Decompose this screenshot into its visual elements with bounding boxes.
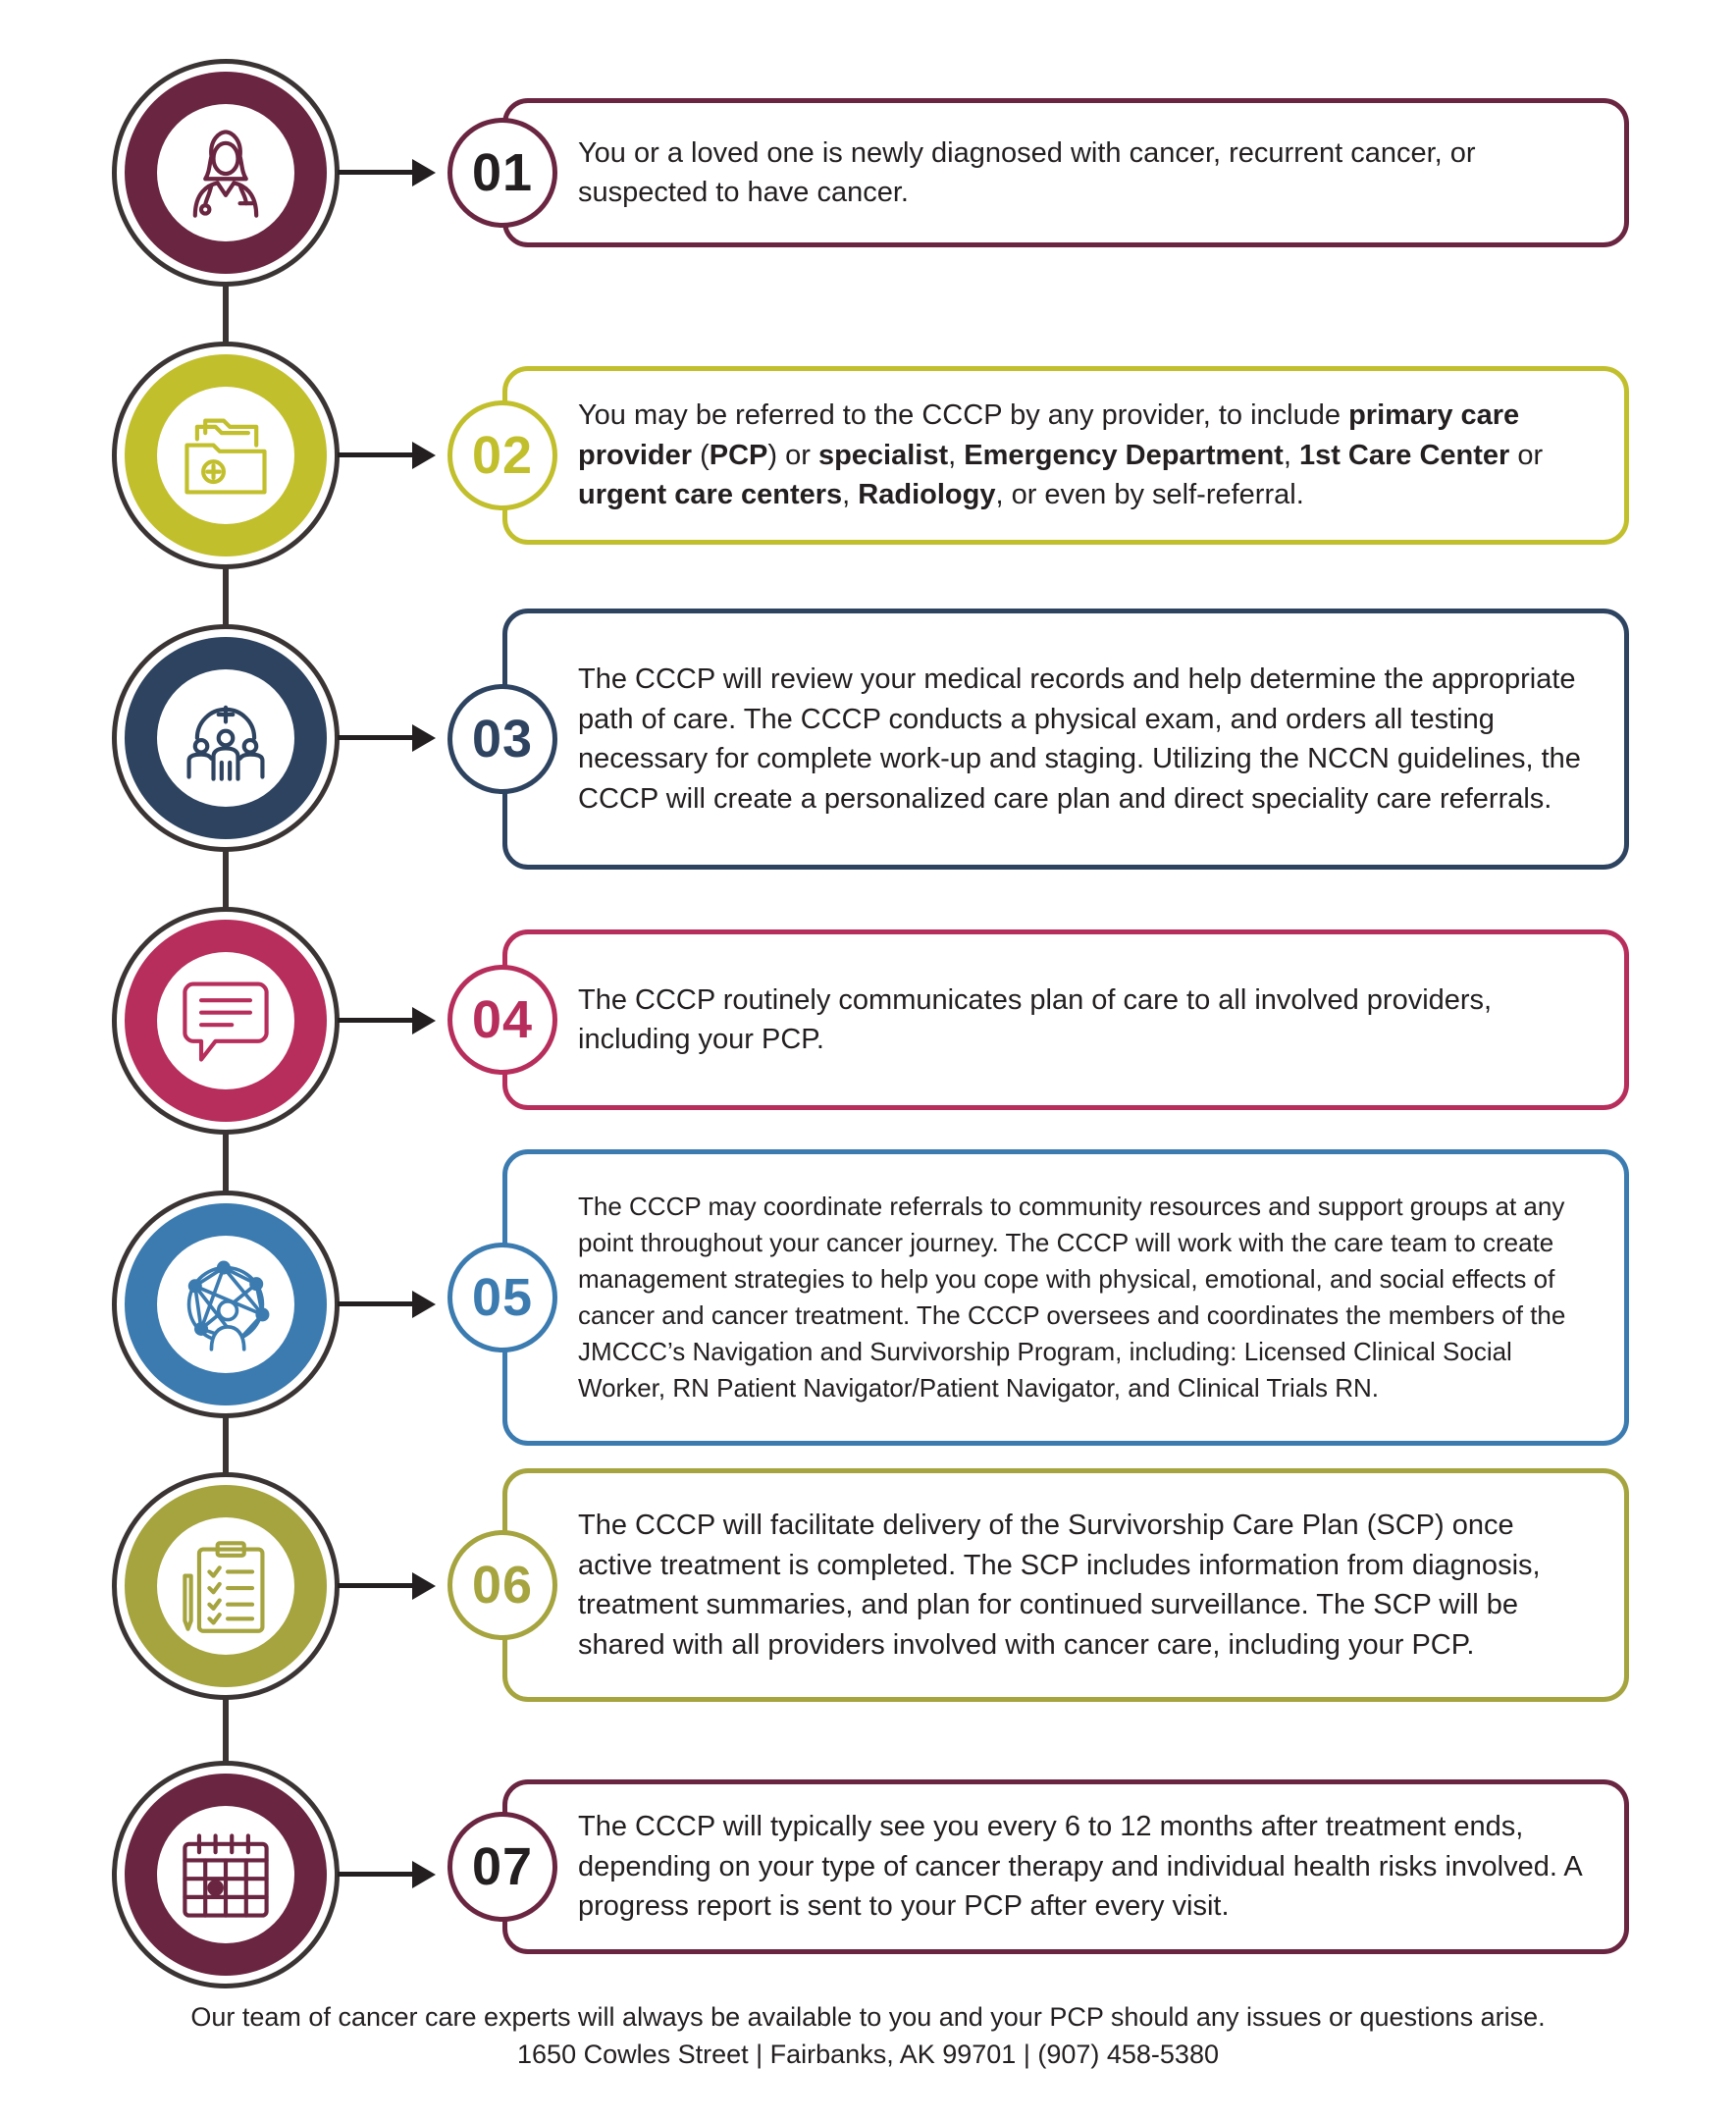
arrow-right-icon — [338, 718, 436, 758]
step-description — [578, 133, 1585, 213]
arrow-right-icon — [338, 1855, 436, 1894]
step-description — [578, 1506, 1585, 1665]
step-circle — [112, 342, 340, 569]
step-box — [502, 609, 1629, 870]
connector-line — [223, 1134, 229, 1192]
bold-text: urgent care centers — [578, 479, 843, 511]
step-circle — [112, 1191, 340, 1418]
step-number: 04 — [447, 965, 557, 1075]
text-segment: You or a loved one is newly diagnosed with cancer, recurrent cancer, or suspected to have cancer. — [578, 136, 1476, 208]
step-box — [502, 929, 1629, 1110]
step-description — [578, 1189, 1585, 1406]
bold-text: 1st Care Center — [1298, 439, 1510, 471]
arrow-right-icon — [338, 1566, 436, 1606]
connector-line — [223, 1698, 229, 1763]
step-box — [502, 1779, 1629, 1954]
chat-bubble-icon — [175, 970, 277, 1072]
connector-line — [223, 1415, 229, 1474]
network-icon — [175, 1253, 277, 1355]
step-description — [578, 396, 1585, 515]
calendar-icon — [175, 1824, 277, 1926]
step-description — [578, 660, 1585, 819]
connector-line — [223, 285, 229, 344]
bold-text: specialist — [817, 439, 949, 471]
footer-address: 1650 Cowles Street | Fairbanks, AK 99701 | (907) 458-5380 — [517, 2040, 1219, 2069]
step-circle — [112, 59, 340, 287]
step-description — [578, 980, 1585, 1060]
step-number: 05 — [447, 1243, 557, 1352]
text-segment: The CCCP will review your medical records and help determine the appropriate path of care. The CCCP conducts a physical exam, and orders all testing necessary for complete work-up and staging. Utilizing the NCCN guidelines, the CCCP will create a personalized care plan and direct speciality care referrals. — [578, 663, 1581, 815]
bold-text: primary care provider — [578, 399, 1520, 471]
text-segment: You may be referred to the CCCP by any provider, to include — [578, 399, 1349, 432]
step-box — [502, 1149, 1629, 1446]
care-team-icon — [175, 687, 277, 789]
bold-text: PCP — [709, 439, 768, 471]
text-segment: , — [842, 479, 859, 511]
bold-text: Radiology — [858, 479, 996, 511]
step-circle — [112, 907, 340, 1135]
step-box — [502, 366, 1629, 545]
arrow-right-icon — [338, 436, 436, 475]
step-circle — [112, 1761, 340, 1988]
step-number: 01 — [447, 118, 557, 228]
step-number: 02 — [447, 400, 557, 510]
clipboard-checklist-icon — [175, 1535, 277, 1637]
footer — [0, 1998, 1736, 2073]
text-segment: ) or — [767, 439, 818, 471]
text-segment: The CCCP may coordinate referrals to community resources and support groups at any point throughout your cancer journey. The CCCP will work with the care team to create management strategies to help you cope with physical, emotional, and social effects of cancer and cancer treatment. The CCCP oversees and coordinates the members of the JMCCC’s Navigation and Survivorship Program, including: Licensed Clinical Social Worker, RN Patient Navigator/Patient Navigator, and Clinical Trials RN. — [578, 1192, 1566, 1403]
step-circle — [112, 1472, 340, 1700]
connector-line — [223, 850, 229, 909]
bold-text: Emergency Department — [964, 439, 1284, 471]
step-number: 06 — [447, 1530, 557, 1640]
text-segment: The CCCP will typically see you every 6 to 12 months after treatment ends, depending on your type of cancer therapy and individual health risks involved. A progress report is sent to your PCP after every visit. — [578, 1811, 1582, 1923]
step-box — [502, 98, 1629, 247]
text-segment: The CCCP will facilitate delivery of the Survivorship Care Plan (SCP) once active treatment is completed. The SCP includes information from diagnosis, treatment summaries, and plan for continued surveillance. The SCP will be shared with all providers involved with cancer care, including your PCP. — [578, 1510, 1541, 1661]
step-number: 07 — [447, 1812, 557, 1922]
arrow-right-icon — [338, 1285, 436, 1324]
text-segment: or — [1509, 439, 1544, 471]
medical-folder-icon — [175, 404, 277, 506]
footer-message: Our team of cancer care experts will always be available to you and your PCP should any issues or questions arise. — [190, 2002, 1546, 2032]
text-segment: ( — [692, 439, 710, 471]
arrow-right-icon — [338, 153, 436, 192]
text-segment: The CCCP routinely communicates plan of care to all involved providers, including your PCP. — [578, 983, 1493, 1055]
doctor-icon — [175, 122, 277, 224]
connector-line — [223, 567, 229, 626]
arrow-right-icon — [338, 1001, 436, 1040]
text-segment: , — [948, 439, 965, 471]
step-circle — [112, 624, 340, 852]
text-segment: , — [1283, 439, 1299, 471]
step-number: 03 — [447, 684, 557, 794]
text-segment: , or even by self-referral. — [995, 479, 1304, 511]
step-box — [502, 1468, 1629, 1702]
step-description — [578, 1807, 1585, 1927]
